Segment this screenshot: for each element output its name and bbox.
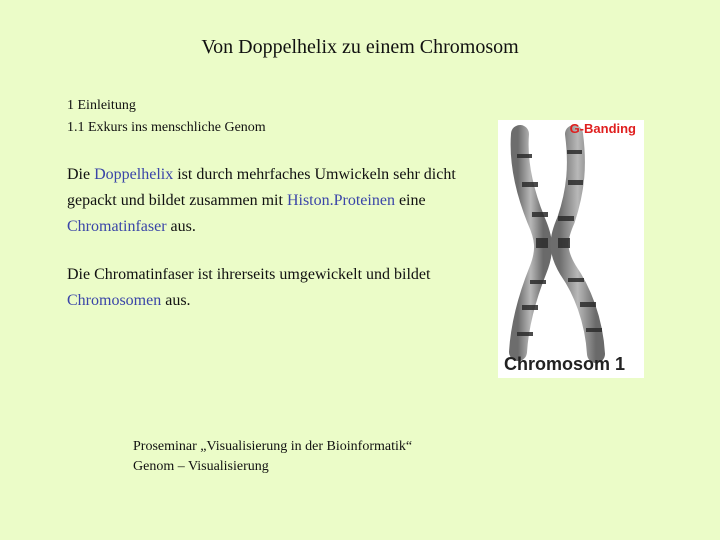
term-chromosomen: Chromosomen xyxy=(67,292,162,309)
paragraph-chromosomen xyxy=(67,262,487,314)
term-chromatinfaser: Chromatinfaser xyxy=(67,218,167,235)
text: aus. xyxy=(166,218,196,235)
outline xyxy=(67,95,266,139)
footer-topic: Genom – Visualisierung xyxy=(133,459,269,474)
text: Die Chromatinfaser ist ihrerseits umgewickelt und bildet xyxy=(67,266,431,283)
chromosome-illustration xyxy=(498,120,644,378)
footer-course: Proseminar „Visualisierung in der Bioinformatik“ xyxy=(133,439,413,454)
term-doppelhelix: Doppelhelix xyxy=(94,166,174,183)
outline-item-2: 1.1 Exkurs ins menschliche Genom xyxy=(67,120,266,135)
footer xyxy=(133,437,412,477)
g-banding-label: G-Banding xyxy=(569,121,636,136)
text: aus. xyxy=(161,292,191,309)
slide-title: Von Doppelhelix zu einem Chromosom xyxy=(201,36,519,58)
text: Die xyxy=(67,166,95,183)
chromosome-caption: Chromosom 1 xyxy=(504,354,626,374)
text: eine xyxy=(394,192,426,209)
paragraph-doppelhelix xyxy=(67,162,487,240)
text: ist durch mehrfaches Umwickeln sehr dicht gepackt und bildet zusammen mit xyxy=(67,166,456,209)
outline-item-1: 1 Einleitung xyxy=(67,98,136,113)
chromosome-figure xyxy=(498,120,644,378)
term-histon-proteinen: Histon.Proteinen xyxy=(286,192,395,209)
